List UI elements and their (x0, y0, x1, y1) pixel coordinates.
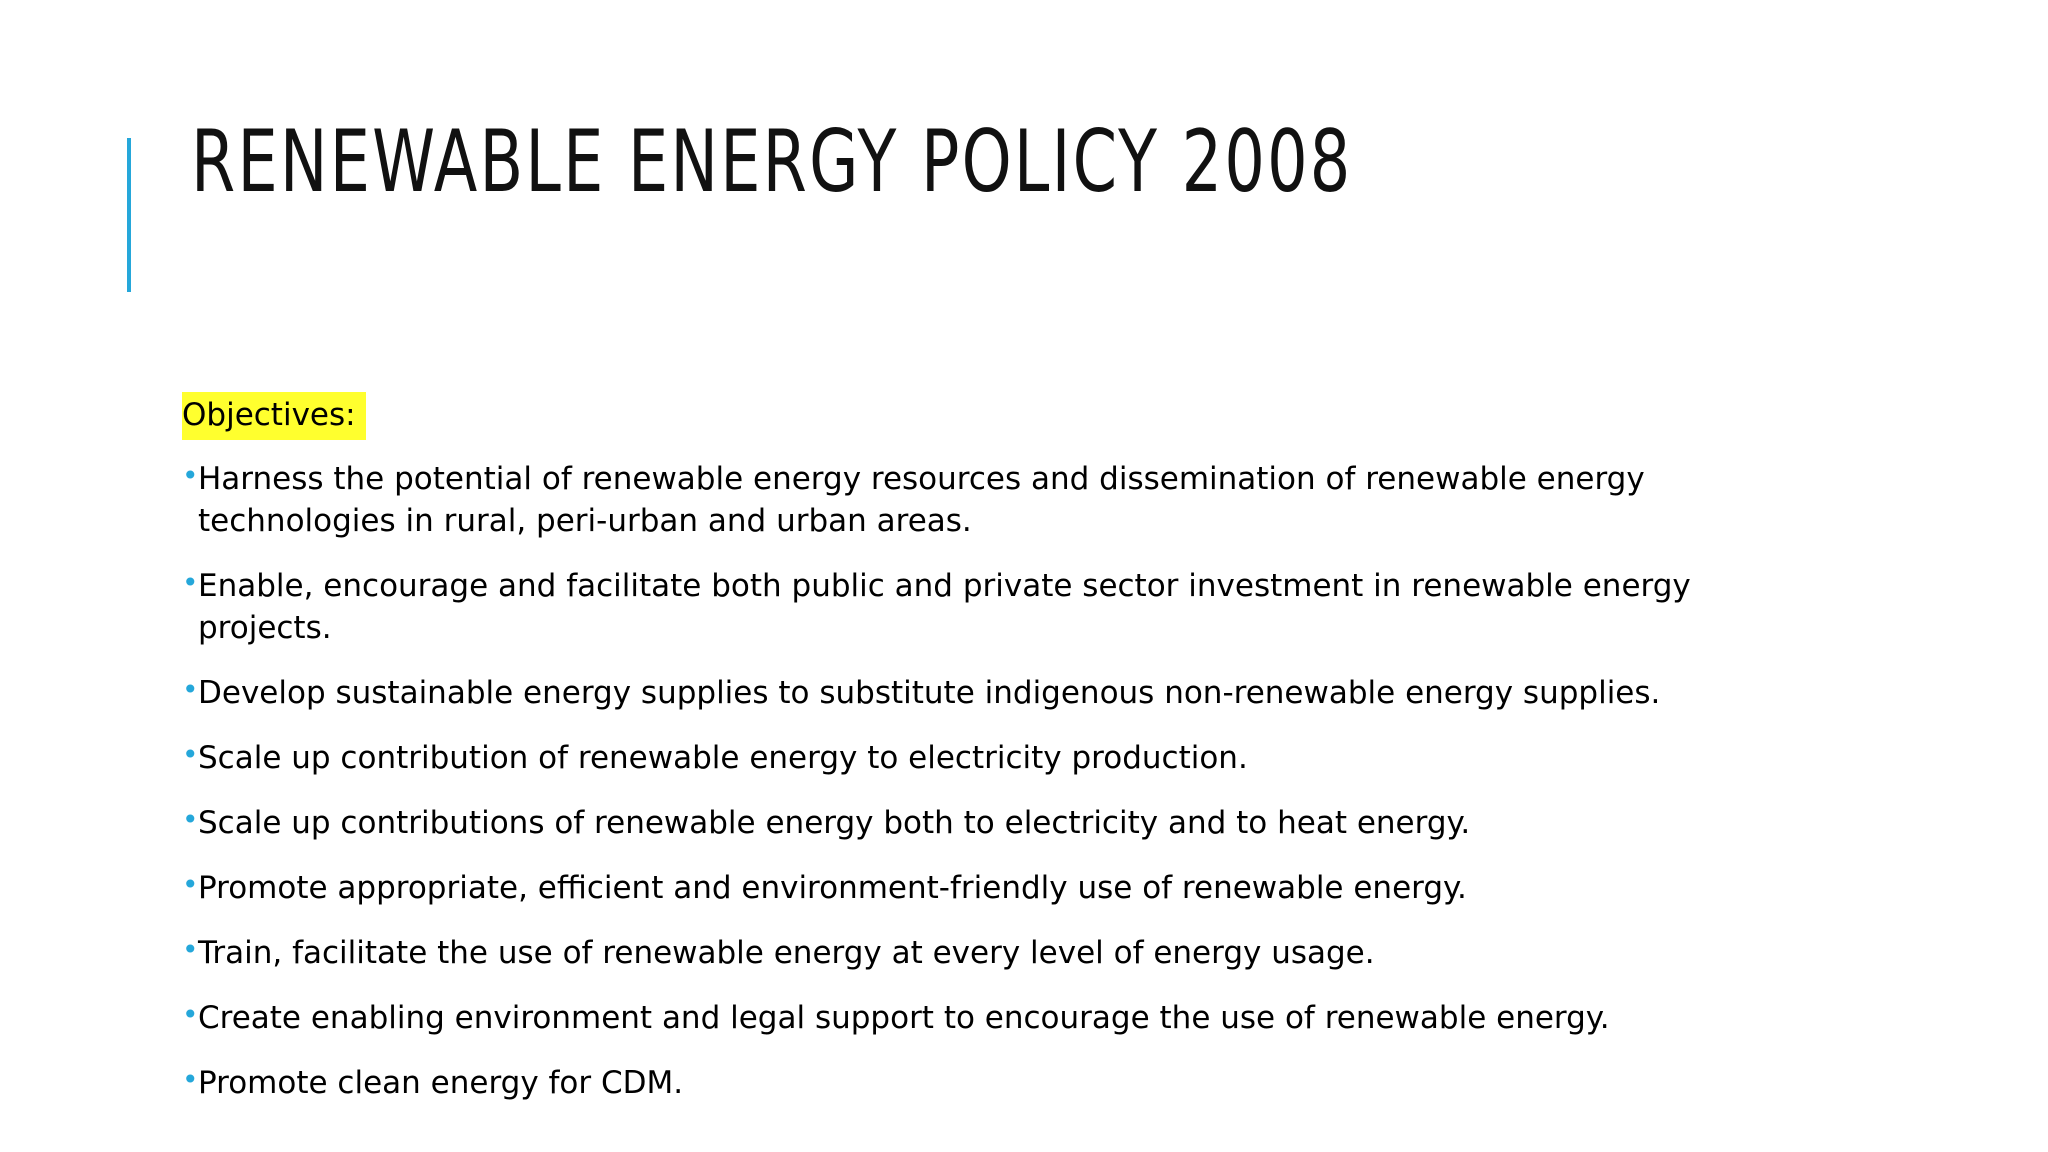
list-item (182, 997, 1822, 1039)
bullet-icon: • (182, 738, 199, 771)
objectives-heading: Objectives: (182, 392, 366, 440)
list-item (182, 802, 1822, 844)
slide-content (182, 392, 1822, 1127)
bullet-icon: • (182, 803, 199, 836)
bullet-icon: • (182, 673, 199, 706)
bullet-text: Promote appropriate, efficient and environment-friendly use of renewable energy. (198, 870, 1467, 906)
bullet-icon: • (182, 933, 199, 966)
list-item (182, 565, 1822, 649)
bullet-icon: • (182, 868, 199, 901)
list-item (182, 672, 1822, 714)
bullet-icon: • (182, 459, 199, 492)
list-item (182, 932, 1822, 974)
bullet-icon: • (182, 566, 199, 599)
list-item (182, 1062, 1822, 1104)
bullet-text: Harness the potential of renewable energy resources and dissemination of renewable energy technologies in rural, peri-urban and urban areas. (198, 461, 1645, 539)
bullet-text: Scale up contributions of renewable energy both to electricity and to heat energy. (198, 805, 1471, 841)
list-item (182, 458, 1822, 542)
title-accent-bar (127, 138, 131, 292)
bullet-text: Train, facilitate the use of renewable energy at every level of energy usage. (198, 935, 1375, 971)
bullet-icon: • (182, 1063, 199, 1096)
bullet-text: Enable, encourage and facilitate both public and private sector investment in renewable energy projects. (198, 568, 1691, 646)
list-item (182, 867, 1822, 909)
bullet-icon: • (182, 998, 199, 1031)
bullet-text: Develop sustainable energy supplies to substitute indigenous non-renewable energy supplies. (198, 675, 1661, 711)
slide-title: RENEWABLE ENERGY POLICY 2008 (191, 112, 1353, 212)
bullet-text: Scale up contribution of renewable energy to electricity production. (198, 740, 1248, 776)
bullet-text: Promote clean energy for CDM. (198, 1065, 684, 1101)
bullet-text: Create enabling environment and legal support to encourage the use of renewable energy. (198, 1000, 1610, 1036)
objectives-list (182, 458, 1822, 1104)
list-item (182, 737, 1822, 779)
